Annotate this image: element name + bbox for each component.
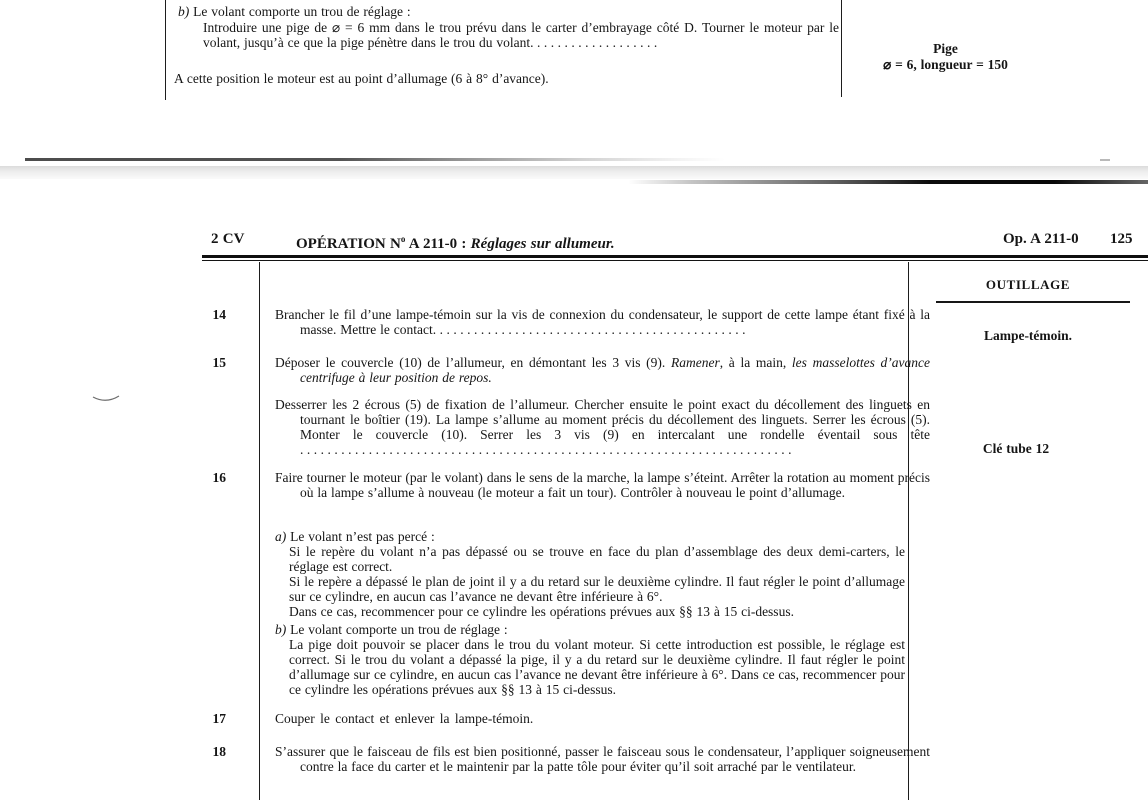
step-16-a-paragraph-1: Si le repère du volant n’a pas dépassé ou se trouve en face du plan d’assemblage des deux demi-carters, le réglage est correct.: [289, 544, 905, 574]
outillage-title: OUTILLAGE: [985, 277, 1071, 292]
main-left-column-rule: [259, 262, 260, 800]
operation-title: OPÉRATION $N^o$ A 211-0 : Réglages sur allumeur.: [296, 234, 615, 252]
page-edge-tear-top: [25, 158, 725, 161]
top-section-b-body: Introduire une pige de ⌀ = 6 mm dans le trou prévu dans le carter d’embrayage côté D. Tourner le moteur par le volant, jusqu’à ce que la pige pénètre dans le trou du volant...................: [203, 20, 839, 50]
ordinal-sup: o: [400, 234, 406, 244]
scan-artifact-squiggle: [92, 394, 120, 404]
top-section-b-title: [178, 4, 838, 19]
dotted-leader: ........................................................................: [300, 442, 795, 457]
step-17-text: Couper le contact et enlever la lampe-témoin.: [275, 711, 534, 726]
step-number-15: 15: [212, 355, 226, 370]
page-gap-shadow: [0, 166, 1148, 179]
outillage-item-cle-tube: Clé tube 12: [982, 441, 1050, 456]
top-tooling-cell: [843, 41, 1048, 73]
step-16-a-paragraph-2: Si le repère a dépassé le plan de joint il y a du retard sur le deuxième cylindre. Il faut régler le point d’allumage sur ce cylindre, en aucun cas l’avance ne devant être inférieure à 6°.: [289, 574, 905, 604]
step-16-b-title: b) Le volant comporte un trou de réglage :: [275, 622, 508, 637]
step-16-b-label: b): [275, 622, 287, 637]
step-16-b-body: La pige doit pouvoir se placer dans le trou du volant moteur. Si cette introduction est possible, le réglage est correct. Si le trou du volant a dépassé la pige, il y a du retard sur le deuxième cylindre. Il faut régler le point d’allumage sur ce cylindre, en aucun cas l’avance ne devant être inférieure à 6°. Dans ce cas, recommencer pour ce cylindre les opérations prévues aux §§ 13 à 15 ci-dessus.: [289, 637, 905, 697]
step-16-intro: Faire tourner le moteur (par le volant) dans le sens de la marche, la lampe s’éteint. Arrêter la rotation au moment précis où la lampe s’allume à nouveau (le moteur a fait un tour). Contrôler à nouveau le point d’allumage.: [275, 470, 930, 500]
page-edge-tear-bottom: [628, 180, 1148, 184]
step-16-a-label: a): [275, 529, 287, 544]
model-label: 2 CV: [211, 231, 245, 247]
step-number-18: 18: [212, 744, 226, 759]
step-number-16: 16: [212, 470, 226, 485]
top-tool-spec: ⌀ = 6, longueur = 150: [883, 57, 1008, 72]
scan-speck: [1100, 159, 1110, 161]
dotted-leader: ...................: [530, 35, 661, 50]
op-reference: Op. A 211-0: [1003, 231, 1079, 247]
header-double-rule: [202, 255, 1148, 261]
step-number-14: 14: [212, 307, 226, 322]
outillage-underline: [936, 301, 1130, 303]
dotted-leader: ..............................................: [432, 322, 749, 337]
outillage-item-lampe-temoin: Lampe-témoin.: [983, 328, 1073, 343]
top-section-b-label: b): [178, 4, 190, 19]
step-number-17: 17: [212, 711, 226, 726]
top-section-b-title-text: Le volant comporte un trou de réglage :: [193, 4, 411, 19]
top-fragment-left-rule: [165, 0, 166, 100]
top-fragment-right-rule: [841, 0, 842, 97]
step-15-paragraph-1: Déposer le couvercle (10) de l’allumeur, en démontant les 3 vis (9). Ramener, à la main, les masselottes d’avance centrifuge à leur position de repos.: [275, 355, 930, 385]
step-16-a-paragraph-3: Dans ce cas, recommencer pour ce cylindre les opérations prévues aux §§ 13 à 15 ci-dessus.: [289, 604, 794, 619]
step-14-text: Brancher le fil d’une lampe-témoin sur la vis de connexion du condensateur, le support de cette lampe étant fixé à la masse. Mettre le contact..............................................: [275, 307, 930, 337]
step-15-paragraph-2: Desserrer les 2 écrous (5) de fixation de l’allumeur. Chercher ensuite le point exact du décollement des linguets en tournant le boîtier (19). La lampe s’allume au moment précis du décollement des linguets. Serrer les écrous (5). Monter le couvercle (10). Serrer les 3 vis (9) en intercalant une rondelle éventail sous tête ........................................................................: [275, 397, 930, 457]
top-closing-line: A cette position le moteur est au point d’allumage (6 à 8° d’avance).: [174, 71, 549, 86]
page-number: 125: [1110, 231, 1133, 247]
top-tool-name: Pige: [933, 41, 958, 56]
step-18-text: S’assurer que le faisceau de fils est bien positionné, passer le faisceau sous le condensateur, l’appliquer soigneusement contre la face du carter et le maintenir par la patte tôle pour éviter qu’il soit arraché par le ventilateur.: [275, 744, 930, 774]
operation-subject: Réglages sur allumeur.: [470, 236, 615, 252]
step-16-a-title: a) Le volant n’est pas percé :: [275, 529, 435, 544]
